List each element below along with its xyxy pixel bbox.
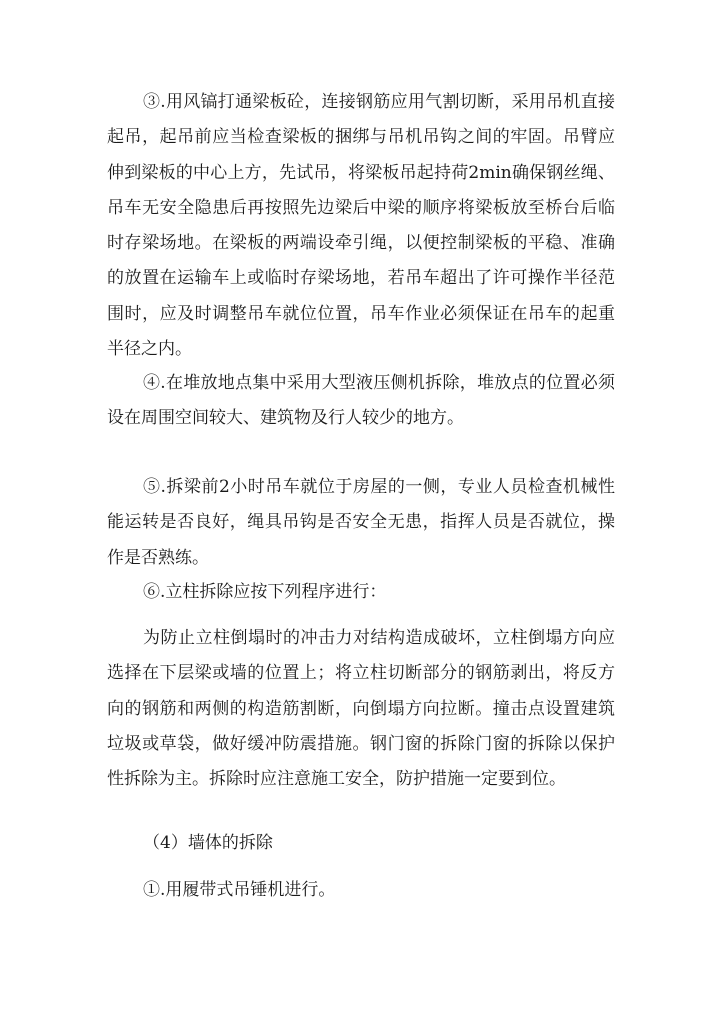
- paragraph-column-collapse-procedure: 为防止立柱倒塌时的冲击力对结构造成破坏，立柱倒塌方向应选择在下层梁或墙的位置上；将立柱切断部分的钢筋剥出，将反方向的钢筋和两侧的构造筋割断，向倒塌方向拉断。撞击点设置建筑垃圾或草袋，做好缓冲防震措施。钢门窗的拆除门窗的拆除以保护性拆除为主。拆除时应注意施工安全，防护措施一定要到位。: [107, 628, 615, 790]
- section-heading-wall-removal: （4）墙体的拆除: [143, 833, 273, 853]
- paragraph-step-6-column-removal: ⑥.立柱拆除应按下列程序进行：: [143, 582, 387, 602]
- paragraph-step-3-lifting: ③.用风镐打通梁板砼，连接钢筋应用气割切断，采用吊机直接起吊，起吊前应当检查梁板的捆绑与吊机吊钩之间的牢固。吊臂应伸到梁板的中心上方，先试吊，将梁板吊起持荷2min确保钢丝绳、吊车无安全隐患后再按照先边梁后中梁的顺序将梁板放至桥台后临时存梁场地。在梁板的两端设牵引绳，以便控制梁板的平稳、准确的放置在运输车上或临时存梁场地，若吊车超出了许可操作半径范围时，应及时调整吊车就位位置，吊车作业必须保证在吊车的起重半径之内。: [107, 92, 615, 360]
- paragraph-wall-step-1: ①.用履带式吊锤机进行。: [143, 880, 336, 900]
- paragraph-step-5-crane-positioning: ⑤.拆梁前2小时吊车就位于房屋的一侧，专业人员检查机械性能运转是否良好，绳具吊钩是否安全无患，指挥人员是否就位，操作是否熟练。: [107, 477, 615, 568]
- paragraph-step-4-stacking: ④.在堆放地点集中采用大型液压侧机拆除，堆放点的位置必须设在周围空间较大、建筑物及行人较少的地方。: [107, 373, 615, 429]
